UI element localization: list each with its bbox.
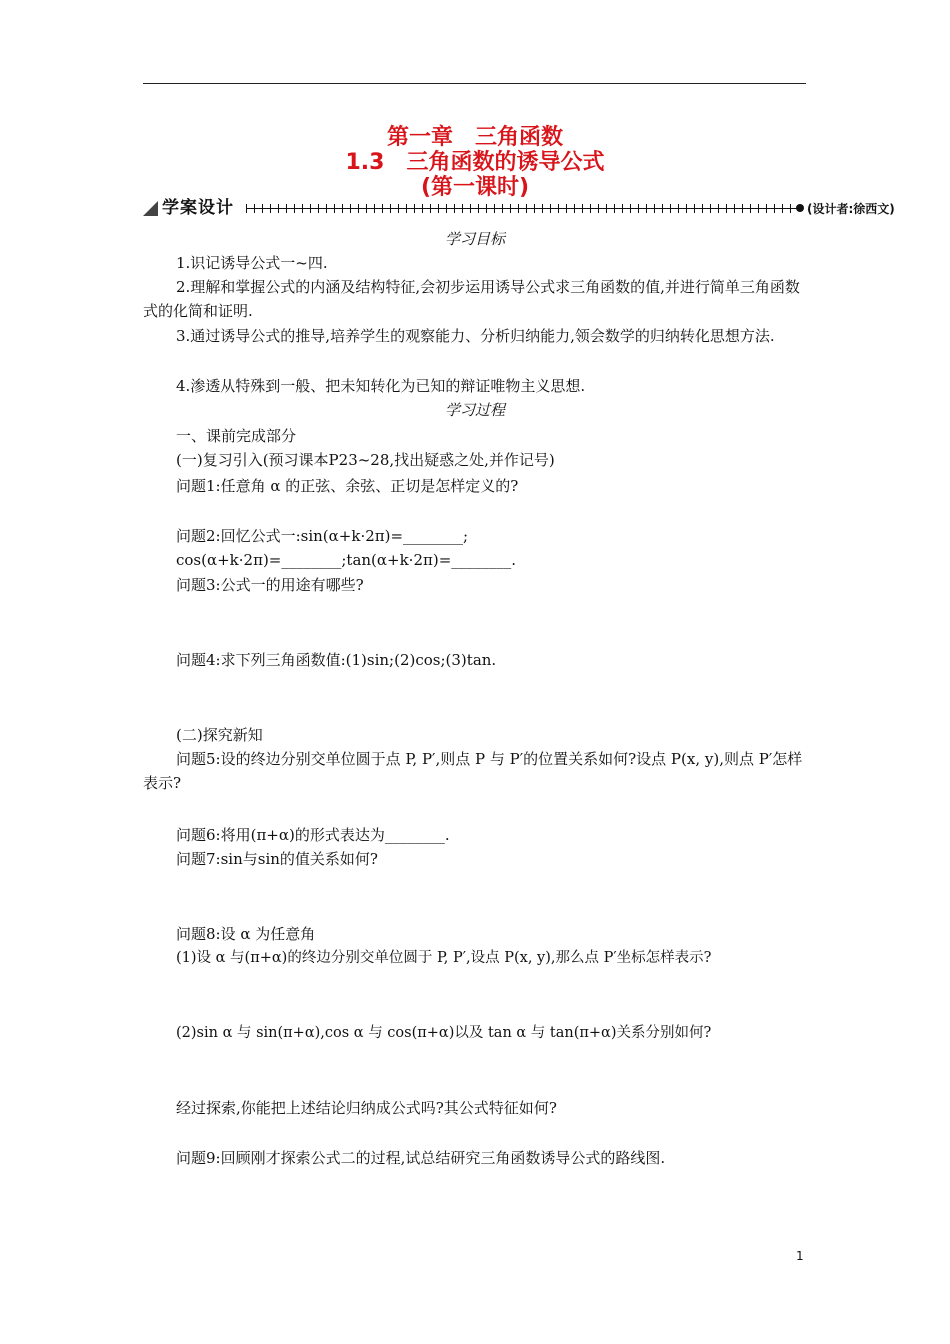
question-4: 问题4:求下列三角函数值:(1)sin;(2)cos;(3)tan. — [176, 651, 497, 669]
question-6: 问题6:将用(π+α)的形式表达为________. — [176, 826, 450, 844]
question-8-part-1: (1)设 α 与(π+α)的终边分别交单位圆于 P, P′,设点 P(x, y),那么点 P′坐标怎样表示? — [176, 950, 712, 966]
objective-item: 3.通过诱导公式的推导,培养学生的观察能力、分析归纳能力,领会数学的归纳转化思想方法. — [176, 327, 775, 345]
question-3: 问题3:公式一的用途有哪些? — [176, 576, 364, 594]
question-8: 问题8:设 α 为任意角 — [176, 925, 316, 943]
part-heading: 一、课前完成部分 — [176, 427, 297, 445]
banner-ticks — [246, 204, 798, 213]
banner-triangle-icon — [143, 201, 158, 216]
chapter-title: 第一章 三角函数 — [386, 125, 563, 150]
question-2: 问题2:回忆公式一:sin(α+k·2π)=________; — [176, 527, 469, 545]
subsection-heading: (二)探究新知 — [176, 726, 263, 744]
header-rule — [143, 83, 806, 84]
banner-author: (设计者:徐西文) — [807, 202, 895, 216]
objective-item: 4.渗透从特殊到一般、把未知转化为已知的辩证唯物主义思想. — [176, 377, 586, 395]
banner-label: 学案设计 — [162, 198, 234, 218]
process-heading: 学习过程 — [444, 401, 505, 419]
design-banner — [143, 197, 895, 221]
question-7: 问题7:sin与sin的值关系如何? — [176, 850, 378, 868]
page-number: 1 — [796, 1249, 804, 1263]
objectives-heading: 学习目标 — [444, 230, 505, 248]
question-1: 问题1:任意角 α 的正弦、余弦、正切是怎样定义的? — [176, 477, 519, 495]
objective-item: 2.理解和掌握公式的内涵及结构特征,会初步运用诱导公式求三角函数的值,并进行简单三角函数式的化简和证明. — [143, 278, 800, 320]
subsection-heading: (一)复习引入(预习课本P23~28,找出疑惑之处,并作记号) — [176, 451, 555, 469]
question-2-line-2: cos(α+k·2π)=________;tan(α+k·2π)=________. — [176, 551, 517, 569]
summary-question: 经过探索,你能把上述结论归纳成公式吗?其公式特征如何? — [176, 1099, 557, 1117]
section-title: 1.3 三角函数的诱导公式 — [345, 150, 605, 175]
question-5: 问题5:设的终边分别交单位圆于点 P, P′,则点 P 与 P′的位置关系如何?设点 P(x, y),则点 P′怎样表示? — [143, 750, 803, 792]
banner-dot-icon — [796, 204, 804, 212]
question-9: 问题9:回顾刚才探索公式二的过程,试总结研究三角函数诱导公式的路线图. — [176, 1149, 666, 1167]
objective-item: 1.识记诱导公式一~四. — [176, 254, 328, 272]
lesson-title: (第一课时) — [420, 175, 530, 200]
question-8-part-2: (2)sin α 与 sin(π+α),cos α 与 cos(π+α)以及 tan α 与 tan(π+α)关系分别如何? — [176, 1025, 712, 1041]
